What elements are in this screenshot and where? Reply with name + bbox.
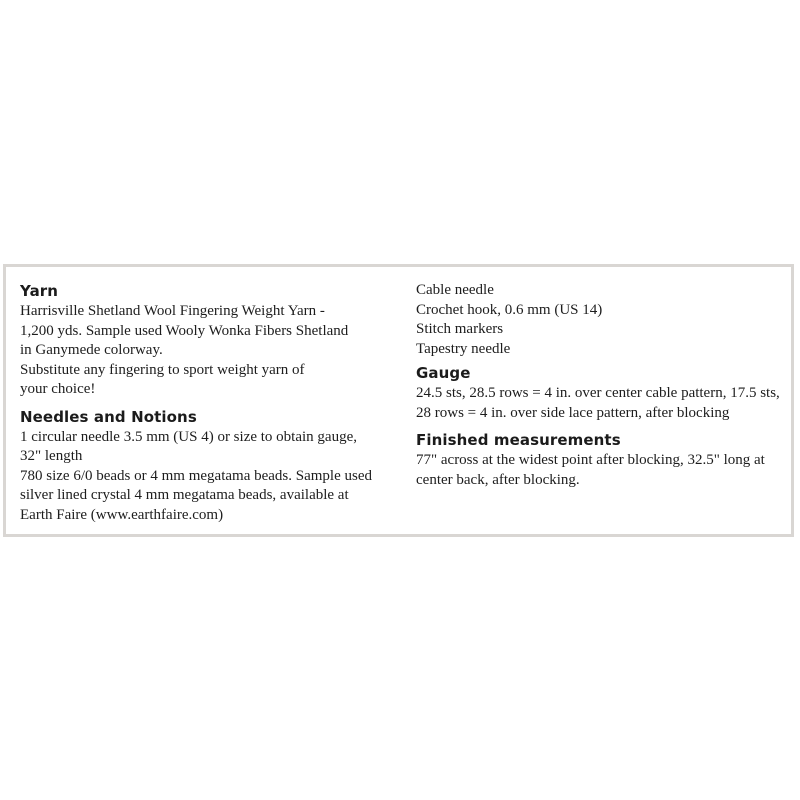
notion-item: Crochet hook, 0.6 mm (US 14) — [416, 301, 603, 318]
left-column — [20, 280, 396, 528]
needles-line: Earth Faire (www.earthfaire.com) — [20, 506, 224, 523]
yarn-line: Substitute any fingering to sport weight yarn of — [20, 361, 305, 378]
yarn-line: your choice! — [20, 381, 96, 397]
notions-continued-section — [416, 281, 788, 359]
right-column — [416, 281, 788, 493]
yarn-section — [20, 280, 396, 400]
yarn-line: in Ganymede colorway. — [20, 342, 163, 358]
pattern-info-box — [3, 264, 794, 537]
measurements-line: 77" across at the widest point after blocking, 32.5" long at — [416, 452, 765, 468]
finished-measurements-section — [416, 429, 788, 490]
needles-notions-section — [20, 406, 396, 526]
gauge-section — [416, 362, 788, 423]
needles-line: silver lined crystal 4 mm megatama beads, available at — [20, 487, 349, 503]
needles-notions-heading: Needles and Notions — [20, 407, 197, 426]
measurements-line: center back, after blocking. — [416, 471, 580, 488]
needles-line: 780 size 6/0 beads or 4 mm megatama beads. Sample used — [20, 467, 372, 484]
gauge-line: 28 rows = 4 in. over side lace pattern, after blocking — [416, 404, 730, 421]
yarn-line: Harrisville Shetland Wool Fingering Weight Yarn - — [20, 303, 325, 319]
needles-line: 32" length — [20, 448, 83, 464]
notion-item: Stitch markers — [416, 321, 504, 337]
notion-item: Cable needle — [416, 282, 494, 298]
needles-line: 1 circular needle 3.5 mm (US 4) or size to obtain gauge, — [20, 428, 357, 445]
gauge-heading: Gauge — [416, 364, 471, 382]
yarn-line: 1,200 yds. Sample used Wooly Wonka Fibers Shetland — [20, 322, 349, 339]
finished-measurements-heading: Finished measurements — [416, 431, 621, 449]
yarn-heading: Yarn — [20, 282, 59, 300]
gauge-line: 24.5 sts, 28.5 rows = 4 in. over center cable pattern, 17.5 sts, — [416, 385, 780, 401]
notion-item: Tapestry needle — [416, 340, 511, 357]
